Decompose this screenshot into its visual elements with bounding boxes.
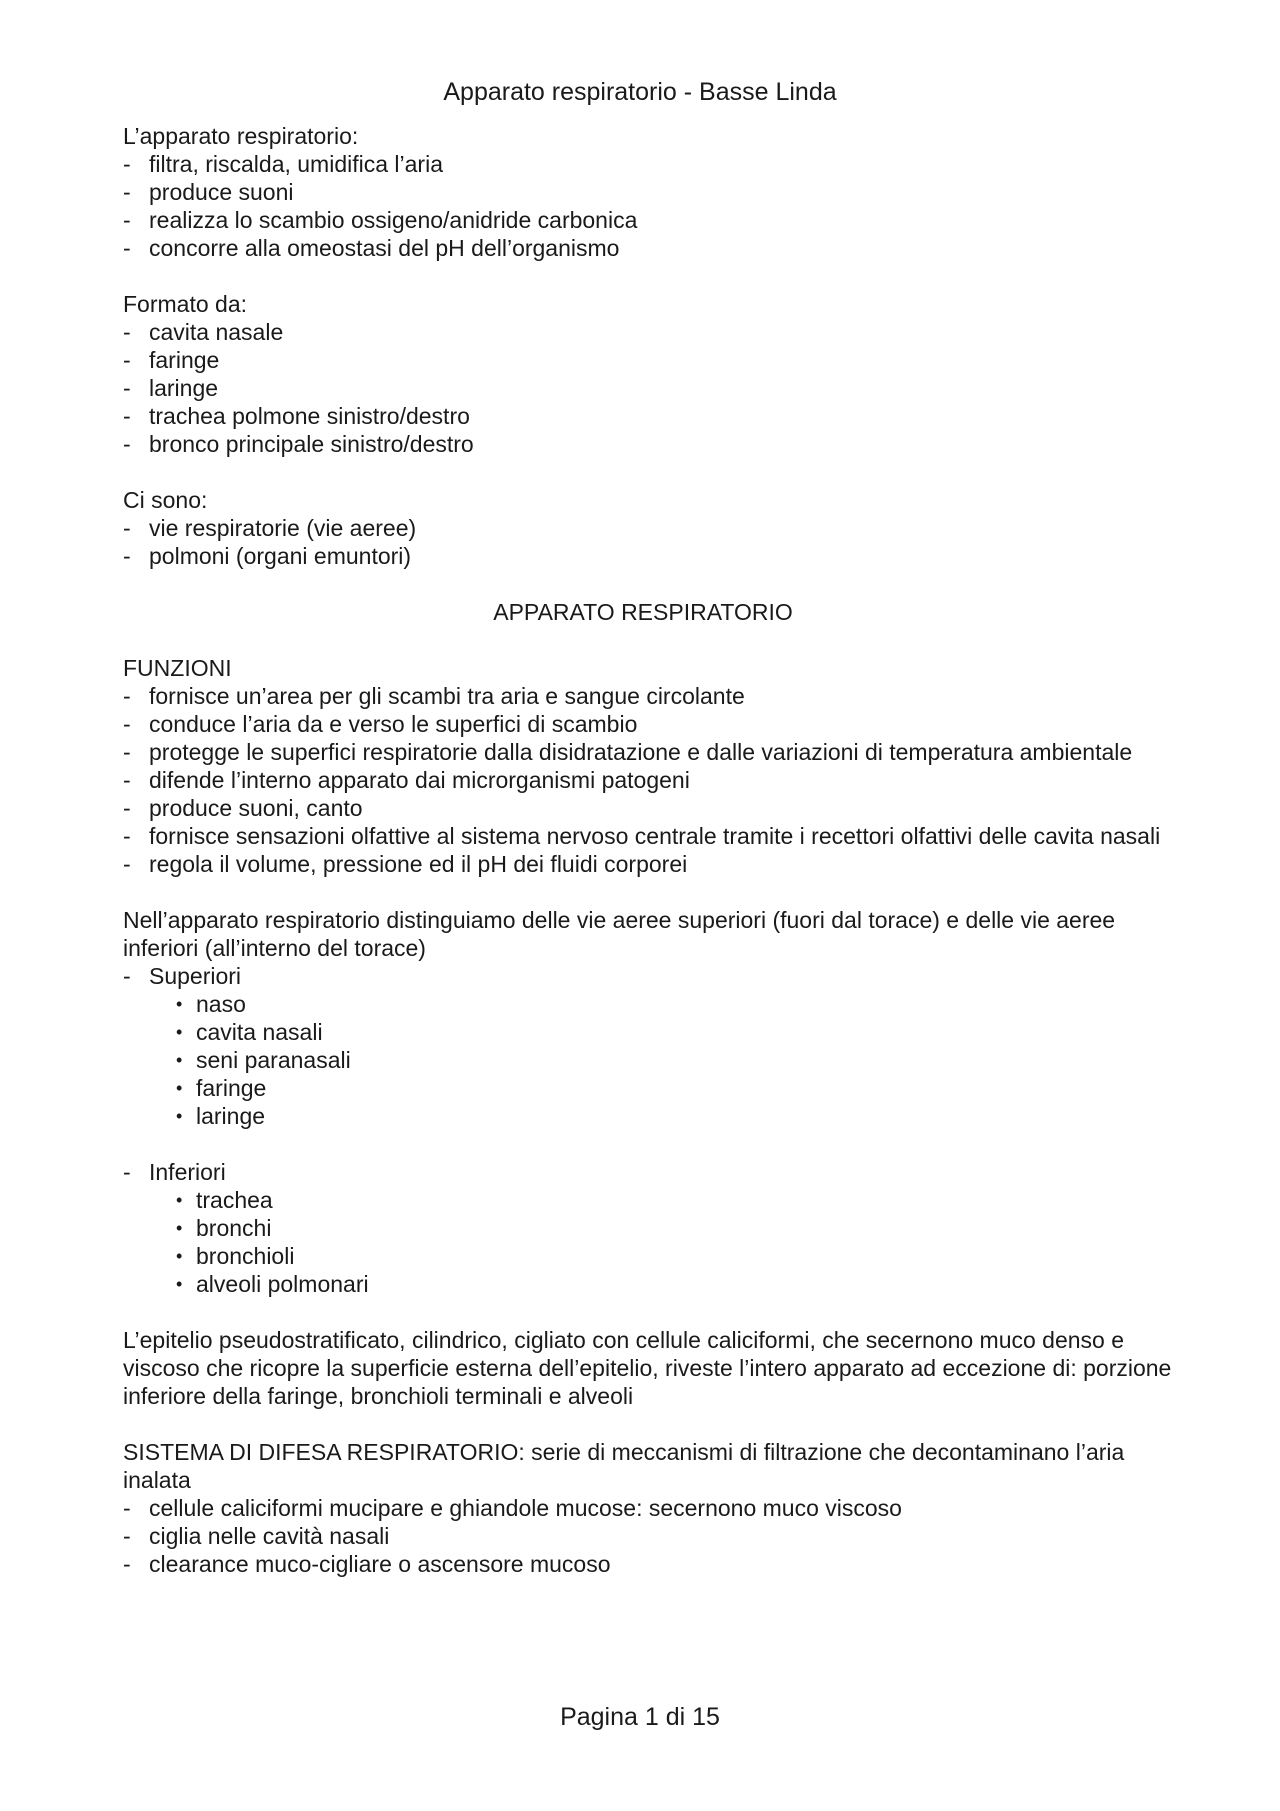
list-item: • bronchi bbox=[176, 1214, 1183, 1242]
difesa-paragraph: SISTEMA DI DIFESA RESPIRATORIO: serie di meccanismi di filtrazione che decontaminano l’aria inalata bbox=[123, 1439, 1125, 1493]
list-item: • cavita nasali bbox=[176, 1018, 1183, 1046]
list-item: • laringe bbox=[176, 1102, 1183, 1130]
inferiori-label: - Inferiori bbox=[123, 1158, 1183, 1186]
list-item: • bronchioli bbox=[176, 1242, 1183, 1270]
list-item: - bronco principale sinistro/destro bbox=[123, 430, 1183, 458]
vie-paragraph: Nell’apparato respiratorio distinguiamo delle vie aeree superiori (fuori dal torace) e delle vie aeree inferiori (all’interno del torace) bbox=[123, 907, 1116, 961]
list-item: - trachea polmone sinistro/destro bbox=[123, 402, 1183, 430]
list-item: • naso bbox=[176, 990, 1183, 1018]
cisono-heading: Ci sono: bbox=[123, 487, 208, 513]
difesa-list bbox=[123, 1494, 1183, 1578]
list-item: - difende l’interno apparato dai microrganismi patogeni bbox=[123, 766, 1183, 794]
intro-heading: L’apparato respiratorio: bbox=[123, 123, 359, 149]
intro-list bbox=[123, 150, 1183, 262]
list-item: - polmoni (organi emuntori) bbox=[123, 542, 1183, 570]
list-item: • alveoli polmonari bbox=[176, 1270, 1183, 1298]
list-item: - conduce l’aria da e verso le superfici di scambio bbox=[123, 710, 1183, 738]
formato-heading: Formato da: bbox=[123, 291, 247, 317]
list-item: - protegge le superfici respiratorie dalla disidratazione e dalle variazioni di temperatura ambientale bbox=[123, 738, 1183, 766]
list-item: - ciglia nelle cavità nasali bbox=[123, 1522, 1183, 1550]
inferiori-sublist bbox=[123, 1186, 1183, 1298]
list-item: - realizza lo scambio ossigeno/anidride carbonica bbox=[123, 206, 1183, 234]
page-content bbox=[123, 122, 1183, 1578]
list-item: - cellule caliciformi mucipare e ghiandole mucose: secernono muco viscoso bbox=[123, 1494, 1183, 1522]
list-item: - vie respiratorie (vie aeree) bbox=[123, 514, 1183, 542]
list-item: • trachea bbox=[176, 1186, 1183, 1214]
list-item: - filtra, riscalda, umidifica l’aria bbox=[123, 150, 1183, 178]
list-item: - faringe bbox=[123, 346, 1183, 374]
funzioni-heading: FUNZIONI bbox=[123, 655, 232, 681]
superiori-list bbox=[123, 962, 1183, 990]
list-item: - cavita nasale bbox=[123, 318, 1183, 346]
formato-list bbox=[123, 318, 1183, 458]
page-header: Apparato respiratorio - Basse Linda bbox=[443, 78, 837, 106]
list-item: - fornisce sensazioni olfattive al sistema nervoso centrale tramite i recettori olfattivi delle cavita nasali bbox=[123, 822, 1183, 850]
list-item: • faringe bbox=[176, 1074, 1183, 1102]
list-item: - regola il volume, pressione ed il pH dei fluidi corporei bbox=[123, 850, 1183, 878]
superiori-label: - Superiori bbox=[123, 962, 1183, 990]
inferiori-list bbox=[123, 1158, 1183, 1186]
list-item: - fornisce un’area per gli scambi tra aria e sangue circolante bbox=[123, 682, 1183, 710]
cisono-list bbox=[123, 514, 1183, 570]
epitelio-paragraph: L’epitelio pseudostratificato, cilindrico, cigliato con cellule caliciformi, che secernono muco denso e viscoso che ricopre la superficie esterna dell’epitelio, riveste l’intero apparato ad eccezione di: porzione inferiore della faringe, bronchioli terminali e alveoli bbox=[123, 1327, 1172, 1409]
list-item: - concorre alla omeostasi del pH dell’organismo bbox=[123, 234, 1183, 262]
page-number: Pagina 1 di 15 bbox=[560, 1703, 720, 1731]
list-item: - clearance muco-cigliare o ascensore mucoso bbox=[123, 1550, 1183, 1578]
list-item: - laringe bbox=[123, 374, 1183, 402]
superiori-sublist bbox=[123, 990, 1183, 1130]
list-item: • seni paranasali bbox=[176, 1046, 1183, 1074]
list-item: - produce suoni bbox=[123, 178, 1183, 206]
funzioni-list bbox=[123, 682, 1183, 878]
list-item: - produce suoni, canto bbox=[123, 794, 1183, 822]
section-title: APPARATO RESPIRATORIO bbox=[493, 599, 793, 625]
